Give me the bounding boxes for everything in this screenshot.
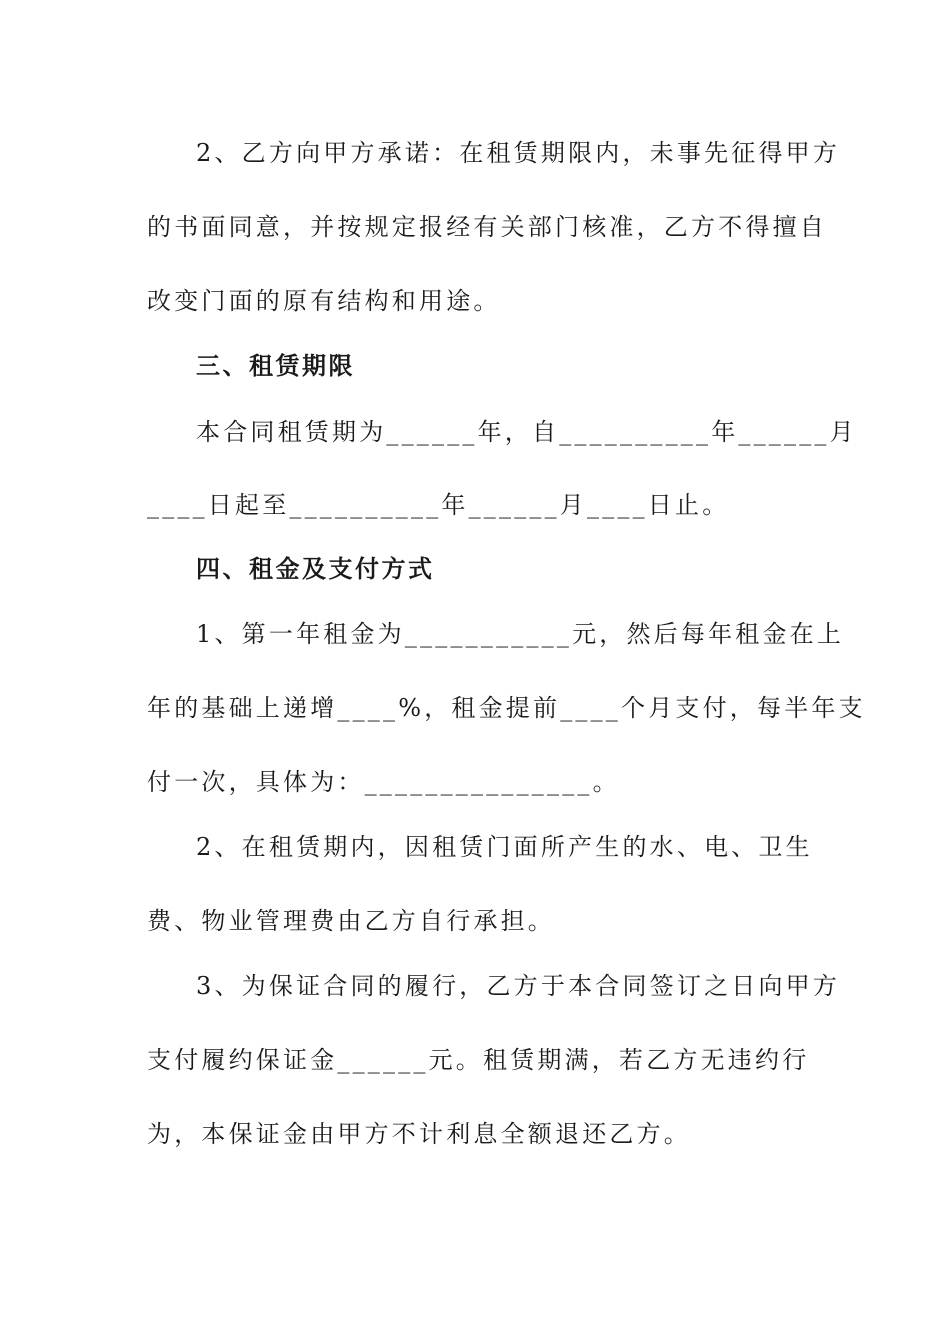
paragraph-line: 3、为保证合同的履行，乙方于本合同签订之日向甲方 xyxy=(196,972,841,1000)
paragraph-line: 本合同租赁期为______年，自__________年______月 xyxy=(196,418,857,446)
paragraph-line: 年的基础上递增____%，租金提前____个月支付，每半年支 xyxy=(147,694,866,722)
paragraph-line: 的书面同意，并按规定报经有关部门核准，乙方不得擅自 xyxy=(147,213,827,241)
paragraph-line: 2、在租赁期内，因租赁门面所产生的水、电、卫生 xyxy=(196,833,813,861)
section-heading: 四、租金及支付方式 xyxy=(196,555,435,583)
paragraph-line: 为，本保证金由甲方不计利息全额退还乙方。 xyxy=(147,1120,691,1148)
section-heading: 三、租赁期限 xyxy=(196,352,355,380)
paragraph-line: 改变门面的原有结构和用途。 xyxy=(147,287,501,315)
paragraph-line: 2、乙方向甲方承诺：在租赁期限内，未事先征得甲方 xyxy=(196,139,841,167)
paragraph-line: ____日起至__________年______月____日止。 xyxy=(147,491,730,519)
paragraph-line: 支付履约保证金______元。租赁期满，若乙方无违约行 xyxy=(147,1046,810,1074)
paragraph-line: 1、第一年租金为___________元，然后每年租金在上 xyxy=(196,620,845,648)
paragraph-line: 付一次，具体为：_______________。 xyxy=(147,768,620,796)
paragraph-line: 费、物业管理费由乙方自行承担。 xyxy=(147,907,555,935)
